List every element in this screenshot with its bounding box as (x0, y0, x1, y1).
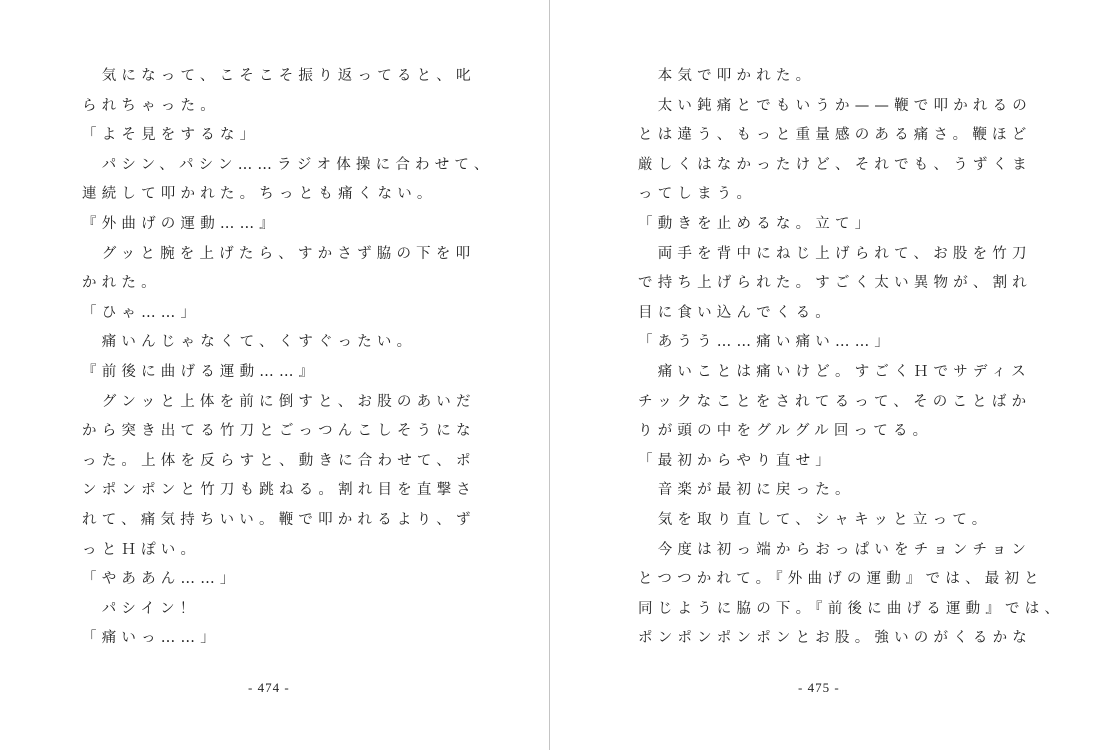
text-line: っとＨぽい。 (82, 541, 201, 558)
text-line: で持ち上げられた。すごく太い異物が、割れ (638, 275, 1032, 292)
right-page (550, 0, 1099, 750)
text-line: 目に食い込んでくる。 (638, 304, 835, 321)
text-line: パシイン！ (82, 600, 200, 617)
page-number: - 475 - (798, 680, 840, 695)
text-line: った。上体を反らすと、動きに合わせて、ポ (82, 452, 476, 469)
text-line: から突き出てる竹刀とごっつんこしそうにな (82, 423, 476, 440)
text-line: れて、痛気持ちいい。鞭で叩かれるより、ず (82, 511, 476, 528)
text-line: 「やああん……」 (82, 571, 240, 588)
text-line: ポンポンポンポンとお股。強いのがくるかな (638, 630, 1032, 647)
right-page-text (638, 62, 1065, 654)
text-line: 本気で叩かれた。 (638, 68, 816, 84)
text-line: パシン、パシン……ラジオ体操に合わせて、 (82, 156, 494, 173)
text-line: 『外曲げの運動……』 (82, 215, 279, 232)
text-line: 『前後に曲げる運動……』 (82, 363, 319, 380)
text-line: ンポンポンと竹刀も跳ねる。割れ目を直撃さ (82, 482, 476, 499)
text-line: 「ひゃ……」 (82, 304, 201, 321)
text-line: かれた。 (82, 275, 161, 292)
text-line: 連続して叩かれた。ちっとも痛くない。 (82, 186, 437, 203)
text-line: 「あうう……痛い痛い……」 (638, 334, 895, 351)
left-page (0, 0, 549, 750)
text-line: とは違う、もっと重量感のある痛さ。鞭ほど (638, 127, 1032, 144)
text-line: ってしまう。 (638, 186, 757, 203)
text-line: 今度は初っ端からおっぱいをチョンチョン (638, 541, 1032, 558)
text-line: 「動きを止めるな。立て」 (638, 215, 875, 232)
text-line: 音楽が最初に戻った。 (638, 482, 855, 499)
text-line: 気を取り直して、シャキッと立って。 (638, 511, 992, 528)
text-line: 「よそ見をするな」 (82, 127, 260, 144)
text-line: とつつかれて。『外曲げの運動』では、最初と (638, 571, 1044, 588)
text-line: 太い鈍痛とでもいうか——鞭で叩かれるの (638, 97, 1032, 114)
text-line: 痛いんじゃなくて、くすぐったい。 (82, 334, 417, 351)
text-line: チックなことをされてるって、そのことばか (638, 393, 1032, 410)
text-line: グンッと上体を前に倒すと、お股のあいだ (82, 393, 476, 410)
text-line: グッと腕を上げたら、すかさず脇の下を叩 (82, 245, 476, 262)
text-line: 両手を背中にねじ上げられて、お股を竹刀 (638, 245, 1032, 262)
text-line: りが頭の中をグルグル回ってる。 (638, 423, 933, 440)
text-line: 厳しくはなかったけど、それでも、うずくま (638, 156, 1032, 173)
text-line: 「最初からやり直せ」 (638, 452, 835, 469)
text-line: 「痛いっ……」 (82, 630, 220, 647)
text-line: 痛いことは痛いけど。すごくＨでサディス (638, 363, 1031, 380)
text-line: 気になって、こそこそ振り返ってると、叱 (82, 68, 476, 84)
text-line: 同じように脇の下。『前後に曲げる運動』では、 (638, 600, 1065, 617)
left-page-text (82, 62, 494, 654)
text-line: られちゃった。 (82, 97, 220, 114)
page-number: - 474 - (248, 680, 290, 695)
